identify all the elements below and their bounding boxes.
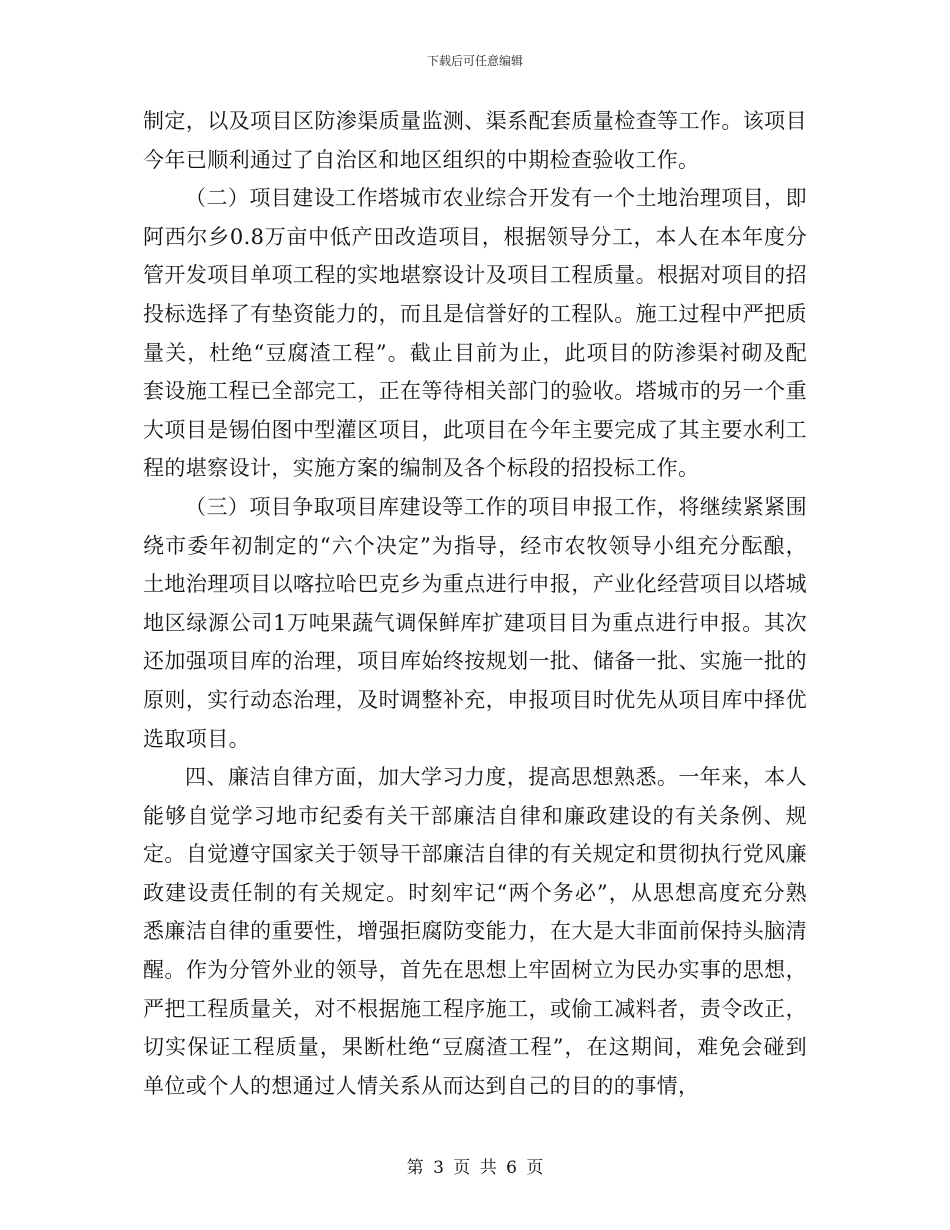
document-body	[143, 102, 807, 1105]
page-header: 下载后可任意编辑	[426, 54, 523, 68]
paragraph-project-application: （三）项目争取项目库建设等工作的项目申报工作，将继续紧紧围绕市委年初制定的“六个决定”为指导，经市农牧领导小组充分酝酿，土地治理项目以喀拉哈巴克乡为重点进行申报，产业化经营项目以塔城地区绿源公司1万吨果蔬气调保鲜库扩建项目目为重点进行申报。其次还加强项目库的治理，项目库始终按规划一批、储备一批、实施一批的原则，实行动态治理，及时调整补充，申报项目时优先从项目库中择优选取项目。	[143, 494, 807, 751]
paragraph-project-construction: （二）项目建设工作塔城市农业综合开发有一个土地治理项目，即阿西尔乡0.8万亩中低产田改造项目，根据领导分工，本人在本年度分管开发项目单项工程的实地堪察设计及项目工程质量。根据对项目的招投标选择了有垫资能力的，而且是信誉好的工程队。施工过程中严把质量关，杜绝“豆腐渣工程”。截止目前为止，此项目的防渗渠衬砌及配套设施工程已全部完工，正在等待相关部门的验收。塔城市的另一个重大项目是锡伯图中型灌区项目，此项目在今年主要完成了其主要水利工程的堪察设计，实施方案的编制及各个标段的招投标工作。	[143, 186, 807, 481]
page-number: 第 3 页 共 6 页	[406, 1158, 544, 1178]
paragraph-continuation: 制定，以及项目区防渗渠质量监测、渠系配套质量检查等工作。该项目今年已顺利通过了自治区和地区组织的中期检查验收工作。	[143, 109, 807, 172]
paragraph-integrity: 四、廉洁自律方面，加大学习力度，提高思想熟悉。一年来，本人能够自觉学习地市纪委有关干部廉洁自律和廉政建设的有关条例、规定。自觉遵守国家关于领导干部廉洁自律的有关规定和贯彻执行党风廉政建设责任制的有关规定。时刻牢记“两个务必”，从思想高度充分熟悉廉洁自律的重要性，增强拒腐防变能力，在大是大非面前保持头脑清醒。作为分管外业的领导，首先在思想上牢固树立为民办实事的思想，严把工程质量关，对不根据施工程序施工，或偷工减料者，责令改正，切实保证工程质量，果断杜绝“豆腐渣工程”，在这期间，难免会碰到单位或个人的想通过人情关系从而达到自己的目的的事情，	[143, 765, 807, 1098]
